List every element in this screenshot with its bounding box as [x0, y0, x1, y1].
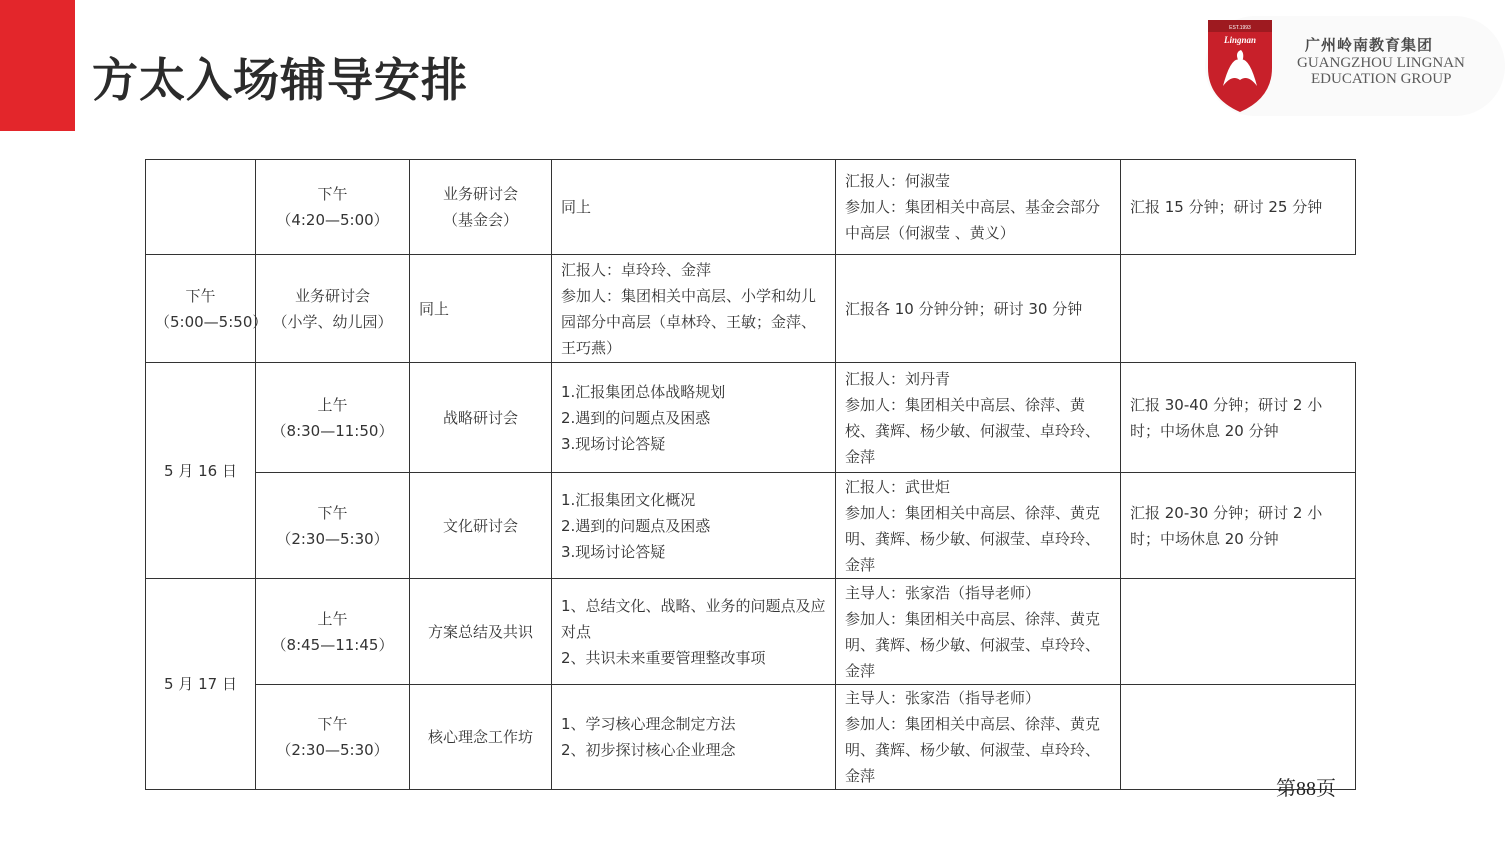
content-cell: 1、学习核心理念制定方法 2、初步探讨核心企业理念 [552, 685, 836, 790]
duration-cell: 汇报 20-30 分钟；研讨 2 小时；中场休息 20 分钟 [1121, 473, 1356, 579]
page-number: 第88页 [1276, 778, 1336, 800]
content-cell: 1.汇报集团总体战略规划 2.遇到的问题点及困惑 3.现场讨论答疑 [552, 363, 836, 473]
topic-cell: 业务研讨会 （小学、幼儿园） [256, 255, 410, 363]
topic-cell: 业务研讨会 （基金会） [410, 160, 552, 255]
company-logo [1205, 16, 1495, 116]
logo-chinese-name: 广州岭南教育集团 [1305, 36, 1434, 54]
shield-logo-icon [1205, 16, 1275, 116]
logo-english-line1: GUANGZHOU LINGNAN [1297, 55, 1465, 71]
time-cell: 上午 （8:30—11:50） [256, 363, 410, 473]
topic-cell: 核心理念工作坊 [410, 685, 552, 790]
topic-cell: 方案总结及共识 [410, 579, 552, 685]
people-cell: 汇报人：卓玲玲、金萍 参加人：集团相关中高层、小学和幼儿园部分中高层（卓林玲、王敏；金萍、王巧燕） [552, 255, 836, 363]
duration-cell: 汇报各 10 分钟分钟；研讨 30 分钟 [836, 255, 1121, 363]
topic-cell: 战略研讨会 [410, 363, 552, 473]
people-cell: 汇报人：何淑莹 参加人：集团相关中高层、基金会部分中高层（何淑莹 、黄义） [836, 160, 1121, 255]
content-cell: 1、总结文化、战略、业务的问题点及应对点 2、共识未来重要管理整改事项 [552, 579, 836, 685]
schedule-table [145, 159, 1356, 790]
date-cell: 5 月 17 日 [146, 579, 256, 790]
table-row [146, 579, 1356, 685]
time-cell: 下午 （4:20—5:00） [256, 160, 410, 255]
content-cell: 1.汇报集团文化概况 2.遇到的问题点及困惑 3.现场讨论答疑 [552, 473, 836, 579]
time-cell: 下午 （2:30—5:30） [256, 685, 410, 790]
date-cell [146, 160, 256, 255]
logo-english-line2: EDUCATION GROUP [1311, 71, 1452, 87]
content-cell: 同上 [552, 160, 836, 255]
people-cell: 主导人：张家浩（指导老师） 参加人：集团相关中高层、徐萍、黄克明、龚辉、杨少敏、何淑莹、卓玲玲、金萍 [836, 685, 1121, 790]
title-accent-bar [0, 0, 75, 131]
date-cell: 5 月 16 日 [146, 363, 256, 579]
people-cell: 主导人：张家浩（指导老师） 参加人：集团相关中高层、徐萍、黄克明、龚辉、杨少敏、何淑莹、卓玲玲、金萍 [836, 579, 1121, 685]
svg-text:EST.1993: EST.1993 [1229, 25, 1251, 31]
table-row [146, 685, 1356, 790]
duration-cell: 汇报 30-40 分钟；研讨 2 小时；中场休息 20 分钟 [1121, 363, 1356, 473]
table-row [146, 363, 1356, 473]
time-cell: 上午 （8:45—11:45） [256, 579, 410, 685]
duration-cell [1121, 579, 1356, 685]
content-cell: 同上 [410, 255, 552, 363]
svg-text:Lingnan: Lingnan [1223, 35, 1257, 45]
table-row [146, 473, 1356, 579]
duration-cell: 汇报 15 分钟；研讨 25 分钟 [1121, 160, 1356, 255]
people-cell: 汇报人：武世炬 参加人：集团相关中高层、徐萍、黄克明、龚辉、杨少敏、何淑莹、卓玲玲、金萍 [836, 473, 1121, 579]
table-row [146, 255, 1356, 363]
time-cell: 下午 （2:30—5:30） [256, 473, 410, 579]
table-row [146, 160, 1356, 255]
topic-cell: 文化研讨会 [410, 473, 552, 579]
people-cell: 汇报人：刘丹青 参加人：集团相关中高层、徐萍、黄校、龚辉、杨少敏、何淑莹、卓玲玲、金萍 [836, 363, 1121, 473]
page-title: 方太入场辅导安排 [92, 53, 468, 107]
time-cell: 下午 （5:00—5:50） [146, 255, 256, 363]
